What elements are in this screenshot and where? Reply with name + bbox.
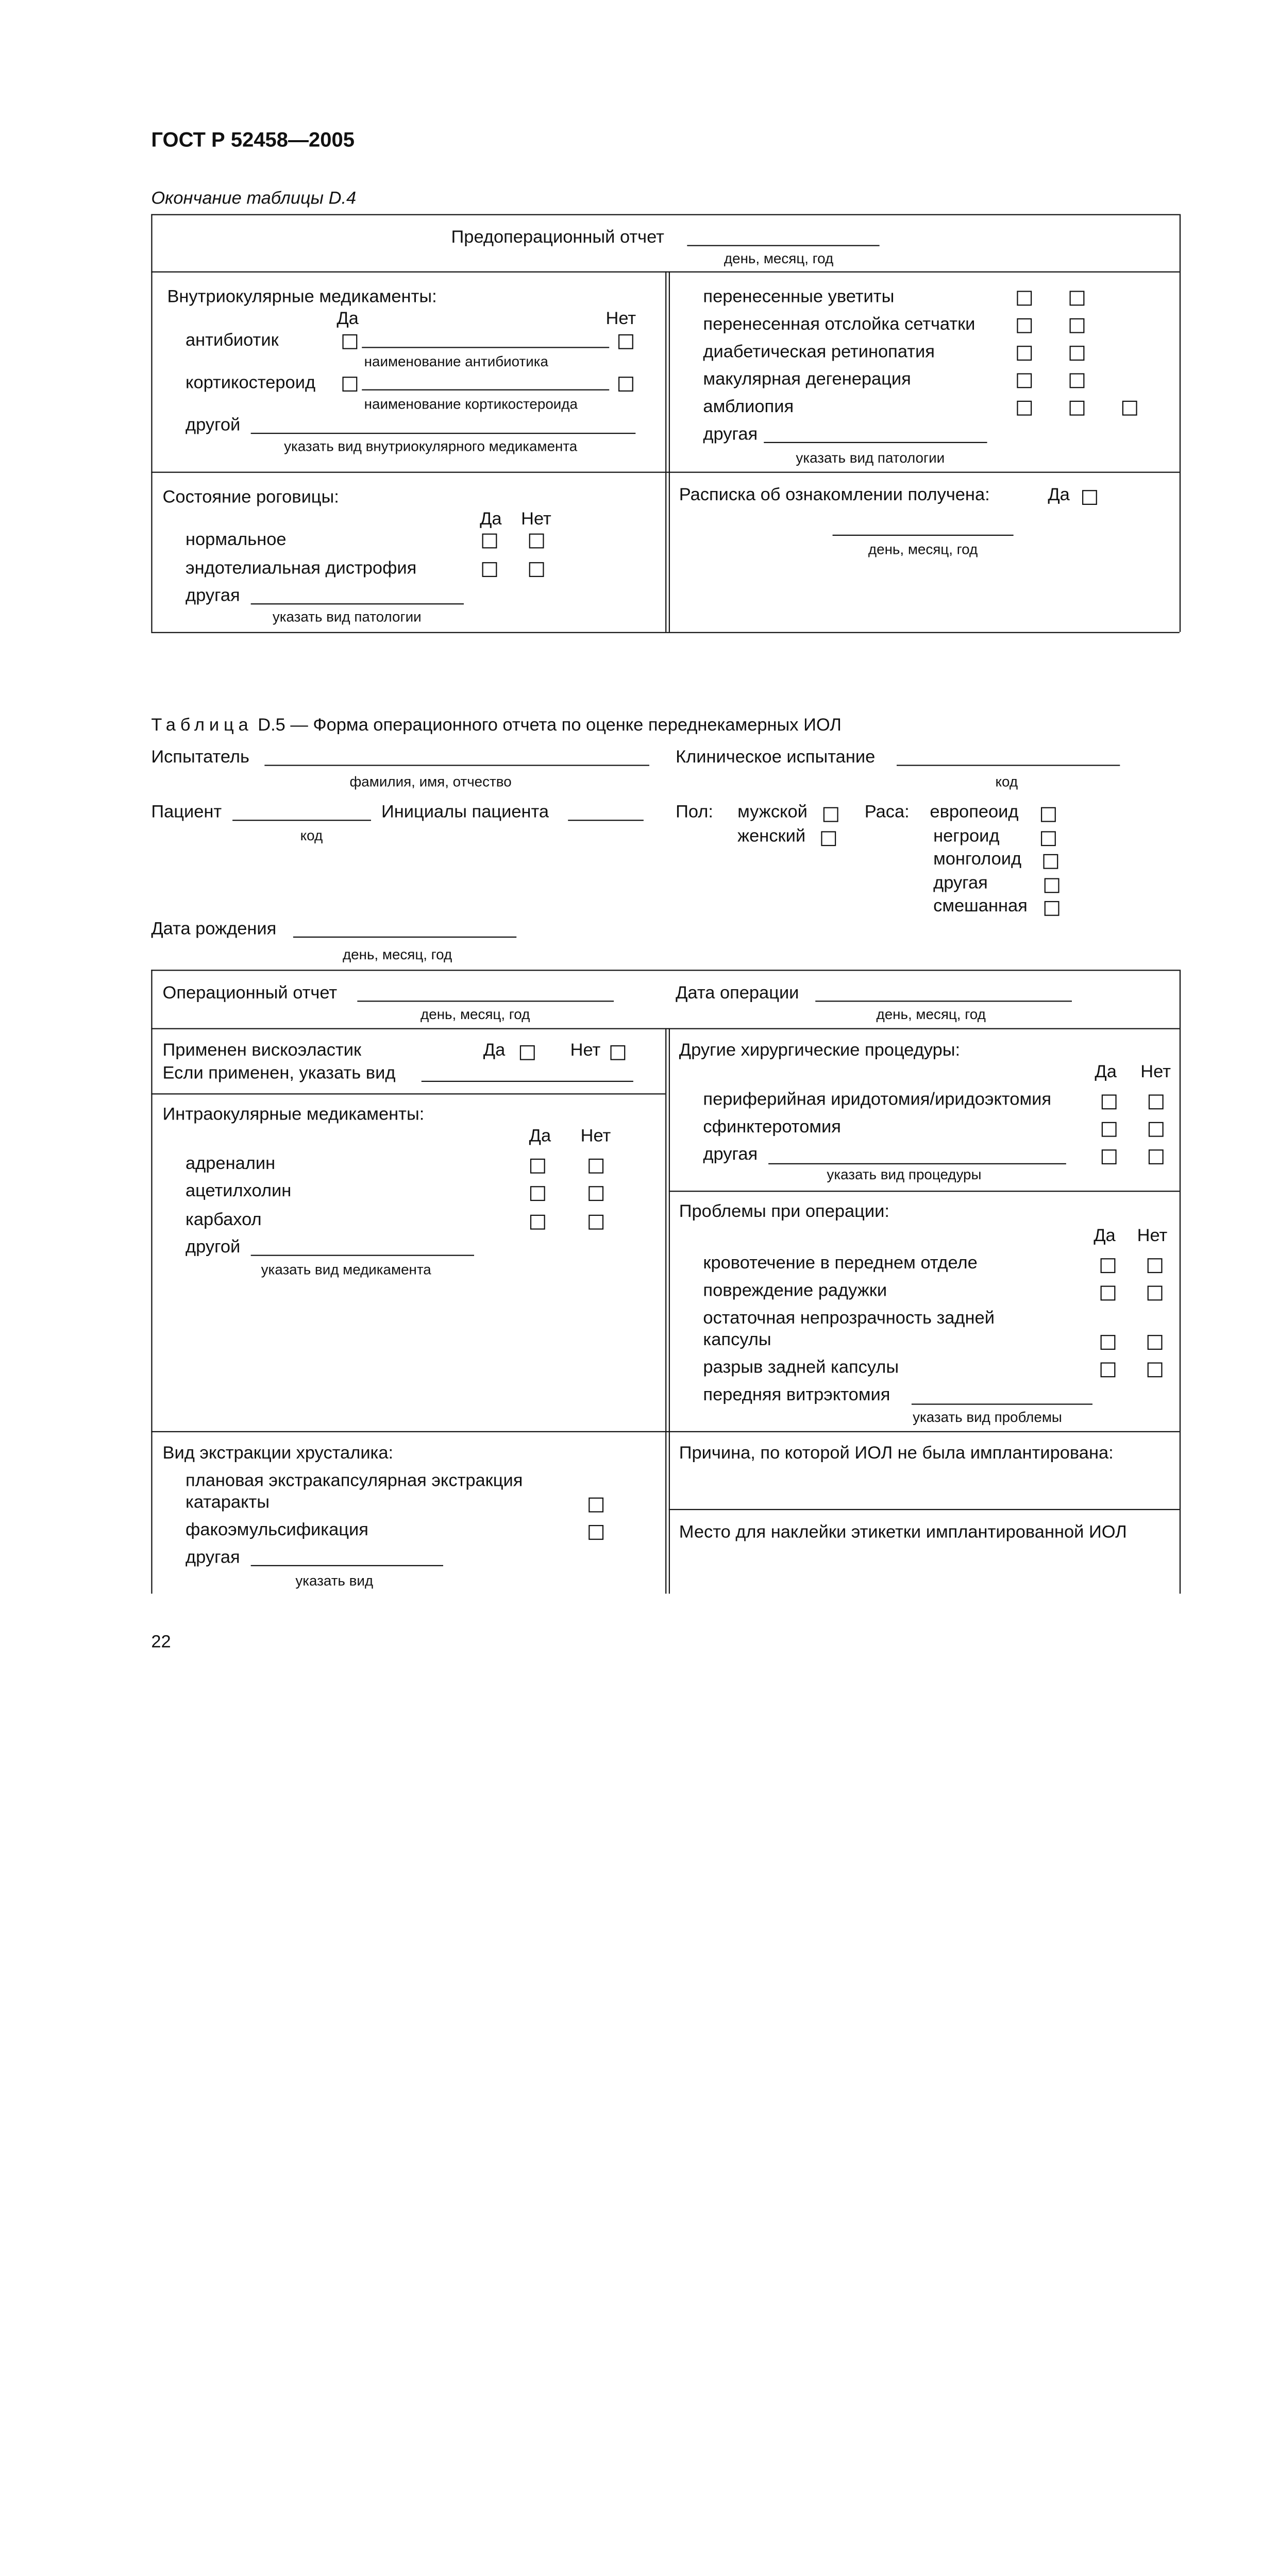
intraocular-other-hint: указать вид внутриокулярного медикамента (284, 438, 578, 455)
dob-hint: день, месяц, год (342, 946, 452, 963)
initials-label: Инициалы пациента (381, 802, 549, 822)
intra-med-other-hint: указать вид медикамента (261, 1261, 431, 1278)
receipt-date-hint: день, месяц, год (868, 541, 978, 558)
extraction-other-hint: указать вид (295, 1573, 374, 1589)
problem-rupture-yes-checkbox[interactable] (1101, 1362, 1116, 1377)
intraocular-other-label: другой (185, 415, 241, 435)
pathology-item: макулярная дегенерация (703, 369, 911, 389)
problem-bleeding-no-checkbox[interactable] (1148, 1258, 1163, 1273)
race-option: другая (933, 873, 988, 893)
receipt-yes-label: Да (1048, 485, 1070, 505)
op-report-hint: день, месяц, год (421, 1006, 530, 1023)
cornea-normal-no-checkbox[interactable] (529, 534, 544, 549)
problems-no-header: Нет (1137, 1226, 1168, 1246)
other-proc-no-header: Нет (1140, 1062, 1171, 1082)
antibiotic-hint: наименование антибиотика (364, 353, 548, 370)
other-proc-yes-checkbox[interactable] (1102, 1122, 1117, 1137)
visco-no-checkbox[interactable] (610, 1045, 625, 1060)
corticosteroid-hint: наименование кортикостероида (364, 396, 578, 412)
intraocular-title: Внутриокулярные медикаменты: (167, 287, 437, 307)
visco-type-field[interactable] (422, 1081, 633, 1082)
visco-no-label: Нет (570, 1040, 601, 1060)
extraction-planned-label: плановая экстракапсулярная экстракция (185, 1471, 523, 1491)
other-proc-other-no-checkbox[interactable] (1149, 1149, 1164, 1164)
race-option: негроид (933, 826, 1000, 846)
clinical-trial-label: Клиническое испытание (676, 748, 876, 767)
table-caption-d5: Таблица D.5 — Форма операционного отчета по оценке переднекамерных ИОЛ (151, 715, 842, 735)
race-label: Раса: (864, 802, 910, 822)
clinical-trial-field[interactable] (897, 765, 1120, 766)
problem-bleeding-label: кровотечение в переднем отделе (703, 1253, 978, 1274)
receipt-date-field[interactable] (833, 535, 1014, 536)
extraction-other-field[interactable] (251, 1565, 443, 1566)
corticosteroid-label: кортикостероид (185, 373, 316, 393)
intra-med-no-checkbox[interactable] (588, 1186, 603, 1201)
pathology-yes-checkbox[interactable] (1017, 346, 1032, 361)
intra-med-other-field[interactable] (251, 1255, 474, 1256)
iol-label-place: Место для наклейки этикетки имплантированной ИОЛ (679, 1522, 1127, 1543)
pathology-no-checkbox[interactable] (1070, 346, 1085, 361)
cornea-other-label: другая (185, 586, 240, 606)
cornea-yes-header: Да (480, 509, 502, 529)
document-code: ГОСТ Р 52458—2005 (151, 128, 355, 151)
other-proc-yes-checkbox[interactable] (1102, 1094, 1117, 1109)
pathology-no-checkbox[interactable] (1070, 373, 1085, 388)
intra-med-item: ацетилхолин (185, 1181, 292, 1201)
pathology-no-checkbox[interactable] (1070, 318, 1085, 333)
race-option: смешанная (933, 896, 1028, 916)
intra-med-no-checkbox[interactable] (588, 1159, 603, 1174)
antibiotic-label: антибиотик (185, 331, 279, 350)
intra-meds-no-header: Нет (580, 1126, 611, 1146)
receipt-label: Расписка об ознакомлении получена: (679, 485, 990, 505)
extraction-planned-label-2: катаракты (185, 1493, 270, 1513)
corticosteroid-yes-checkbox[interactable] (342, 377, 357, 392)
extraction-other-label: другая (185, 1548, 240, 1568)
other-proc-item: периферийная иридотомия/иридоэктомия (703, 1090, 1052, 1110)
other-proc-item: сфинктеротомия (703, 1117, 841, 1137)
extraction-title: Вид экстракции хрусталика: (162, 1444, 394, 1463)
tester-hint: фамилия, имя, отчество (349, 774, 512, 790)
pathology-yes-checkbox[interactable] (1017, 318, 1032, 333)
other-proc-hint: указать вид процедуры (827, 1166, 982, 1183)
clinical-trial-hint: код (995, 774, 1018, 790)
tester-field[interactable] (264, 765, 649, 766)
cornea-other-hint: указать вид патологии (272, 609, 422, 625)
intra-med-item: адреналин (185, 1154, 276, 1174)
race-checkbox[interactable] (1043, 854, 1058, 869)
cornea-no-header: Нет (521, 509, 551, 529)
op-date-label: Дата операции (676, 983, 799, 1003)
preop-report-date-field[interactable] (687, 245, 879, 246)
problem-opacity-no-checkbox[interactable] (1148, 1335, 1163, 1350)
sex-label: Пол: (676, 802, 713, 822)
other-proc-other-yes-checkbox[interactable] (1102, 1149, 1117, 1164)
other-proc-other-label: другая (703, 1145, 758, 1164)
pathology-item: перенесенные уветиты (703, 287, 895, 307)
op-date-hint: день, месяц, год (876, 1006, 986, 1023)
iol-not-implanted-reason: Причина, по которой ИОЛ не была имплантирована: (679, 1444, 1114, 1463)
sex-male-label: мужской (737, 802, 808, 822)
intra-med-yes-checkbox[interactable] (530, 1159, 545, 1174)
intra-meds-title: Интраокулярные медикаменты: (162, 1105, 425, 1125)
op-report-field[interactable] (357, 1001, 614, 1002)
pathology-item: диабетическая ретинопатия (703, 342, 935, 362)
patient-code-field[interactable] (232, 820, 371, 821)
amblyopia-checkbox-2[interactable] (1070, 401, 1085, 416)
visco-if-used-label: Если применен, указать вид (162, 1063, 396, 1083)
other-proc-yes-header: Да (1095, 1062, 1117, 1082)
other-proc-no-checkbox[interactable] (1149, 1094, 1164, 1109)
antibiotic-name-field[interactable] (362, 347, 609, 348)
pathology-yes-checkbox[interactable] (1017, 291, 1032, 306)
pathology-other-hint: указать вид патологии (796, 450, 945, 466)
intraocular-other-field[interactable] (251, 433, 636, 434)
preop-date-hint: день, месяц, год (724, 250, 834, 267)
other-proc-other-field[interactable] (768, 1163, 1066, 1164)
patient-label: Пациент (151, 802, 222, 822)
amblyopia-checkbox-1[interactable] (1017, 401, 1032, 416)
problem-iris-no-checkbox[interactable] (1148, 1286, 1163, 1301)
pathology-other-label: другая (703, 425, 758, 445)
dob-label: Дата рождения (151, 919, 277, 939)
cornea-endothelial-label: эндотелиальная дистрофия (185, 558, 417, 579)
intra-med-yes-checkbox[interactable] (530, 1215, 545, 1230)
problems-yes-header: Да (1094, 1226, 1116, 1246)
amblyopia-checkbox-3[interactable] (1122, 401, 1137, 416)
page-number: 22 (151, 1632, 171, 1652)
op-report-label: Операционный отчет (162, 983, 338, 1003)
cornea-endothelial-yes-checkbox[interactable] (482, 562, 497, 577)
extraction-phaco-label: факоэмульсификация (185, 1520, 368, 1540)
intraocular-yes-header: Да (337, 309, 359, 329)
intra-med-yes-checkbox[interactable] (530, 1186, 545, 1201)
cornea-other-field[interactable] (251, 603, 464, 604)
cornea-normal-yes-checkbox[interactable] (482, 534, 497, 549)
visco-yes-checkbox[interactable] (520, 1045, 535, 1060)
cornea-endothelial-no-checkbox[interactable] (529, 562, 544, 577)
intra-med-other-label: другой (185, 1238, 241, 1257)
pathology-item: перенесенная отслойка сетчатки (703, 315, 976, 334)
intra-meds-yes-header: Да (529, 1126, 551, 1146)
cornea-normal-label: нормальное (185, 530, 287, 550)
pathology-yes-checkbox[interactable] (1017, 373, 1032, 388)
problem-iris-yes-checkbox[interactable] (1101, 1286, 1116, 1301)
problem-opacity-label: остаточная непрозрачность задней (703, 1308, 995, 1328)
problem-rupture-label: разрыв задней капсулы (703, 1358, 899, 1378)
antibiotic-no-checkbox[interactable] (618, 334, 633, 349)
problem-iris-label: повреждение радужки (703, 1281, 887, 1301)
pathology-item: амблиопия (703, 397, 794, 417)
visco-used-label: Применен вискоэластик (162, 1040, 362, 1060)
dob-field[interactable] (293, 937, 516, 938)
extraction-phaco-checkbox[interactable] (588, 1525, 603, 1540)
race-checkbox[interactable] (1045, 878, 1060, 893)
preop-report-label: Предоперационный отчет (451, 228, 664, 247)
op-date-field[interactable] (815, 1001, 1072, 1002)
race-option: монголоид (933, 849, 1022, 869)
visco-yes-label: Да (483, 1040, 506, 1060)
tester-label: Испытатель (151, 748, 249, 767)
race-checkbox[interactable] (1045, 901, 1060, 916)
sex-female-label: женский (737, 826, 806, 846)
intra-med-no-checkbox[interactable] (588, 1215, 603, 1230)
other-proc-title: Другие хирургические процедуры: (679, 1040, 961, 1060)
sex-female-checkbox[interactable] (821, 831, 836, 846)
problem-bleeding-yes-checkbox[interactable] (1101, 1258, 1116, 1273)
problem-vitrectomy-label: передняя витрэктомия (703, 1385, 890, 1405)
race-option: европеоид (930, 802, 1019, 822)
pathology-no-checkbox[interactable] (1070, 291, 1085, 306)
pathology-other-field[interactable] (764, 442, 987, 443)
other-proc-no-checkbox[interactable] (1149, 1122, 1164, 1137)
problems-hint: указать вид проблемы (913, 1409, 1062, 1426)
race-checkbox[interactable] (1041, 831, 1056, 846)
initials-field[interactable] (568, 820, 644, 821)
problem-rupture-no-checkbox[interactable] (1148, 1362, 1163, 1377)
receipt-yes-checkbox[interactable] (1082, 490, 1097, 505)
table-caption-d4: Окончание таблицы D.4 (151, 189, 357, 209)
patient-code-hint: код (300, 827, 323, 844)
cornea-title: Состояние роговицы: (162, 487, 339, 507)
intra-med-item: карбахол (185, 1210, 262, 1230)
race-checkbox[interactable] (1041, 807, 1056, 822)
extraction-planned-checkbox[interactable] (588, 1498, 603, 1513)
antibiotic-yes-checkbox[interactable] (342, 334, 357, 349)
problems-title: Проблемы при операции: (679, 1202, 889, 1222)
intraocular-no-header: Нет (606, 309, 636, 329)
problem-opacity-label-2: капсулы (703, 1330, 771, 1350)
sex-male-checkbox[interactable] (823, 807, 838, 822)
problem-vitrectomy-field[interactable] (912, 1403, 1092, 1404)
corticosteroid-name-field[interactable] (362, 389, 609, 391)
corticosteroid-no-checkbox[interactable] (618, 377, 633, 392)
problem-opacity-yes-checkbox[interactable] (1101, 1335, 1116, 1350)
